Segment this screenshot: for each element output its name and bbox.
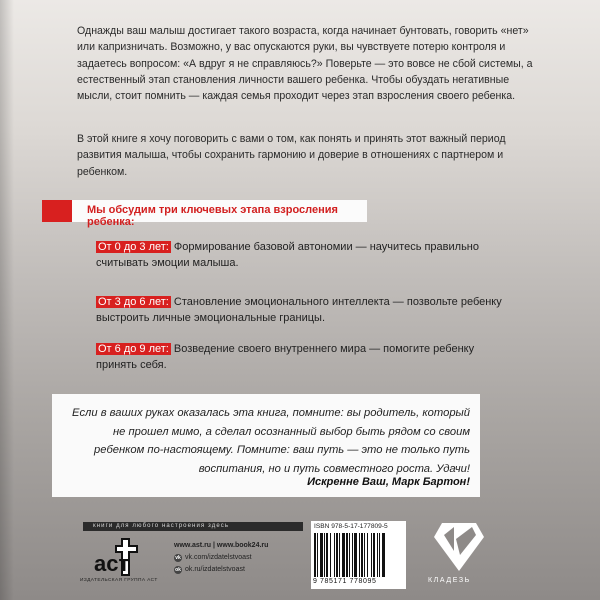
ok-icon: ok xyxy=(175,567,181,573)
stages-heading-bar xyxy=(42,200,367,228)
tagline-band xyxy=(83,522,303,531)
stage-description: Возведение своего внутреннего мира — помогите ребенку принять себя. xyxy=(96,343,475,372)
author-signature: Искренне Ваш, Марк Бартон! xyxy=(307,476,470,488)
vk-link[interactable]: vk.com/izdatelstvoast xyxy=(185,554,252,561)
quote-box xyxy=(52,394,480,497)
website-links[interactable]: www.ast.ru | www.book24.ru xyxy=(174,542,269,549)
ok-link[interactable]: ok.ru/izdatelstvoast xyxy=(185,566,245,573)
stage-age-label: От 3 до 6 лет: xyxy=(98,296,169,308)
ast-publisher-logo xyxy=(92,537,140,577)
stages-heading: Мы обсудим три ключевых этапа взросления ребенка: xyxy=(87,204,338,228)
spine-shadow xyxy=(0,0,14,600)
barcode-box xyxy=(311,521,406,589)
stage-age-label: От 0 до 3 лет: xyxy=(98,241,169,253)
barcode xyxy=(314,533,403,577)
vk-icon: vk xyxy=(175,555,181,561)
contact-row xyxy=(174,552,268,564)
publisher-contacts xyxy=(174,540,268,576)
publisher-caption: ИЗДАТЕЛЬСКАЯ ГРУППА АСТ xyxy=(80,578,158,583)
closing-quote: Если в ваших руках оказалась эта книга, помните: вы родитель, который не прошел мимо, а сделал осознанный выбор быть рядом со своим ребенком по-настоящему. Помните: ваш путь — это не только путь воспитания, но и путь совместного роста. Удачи! xyxy=(72,407,470,475)
stage-age-label: От 6 до 9 лет: xyxy=(98,343,169,355)
barcode-digits: 9 785171 778095 xyxy=(313,578,377,585)
isbn: ISBN 978-5-17-177809-5 xyxy=(314,523,388,530)
contact-row xyxy=(174,564,268,576)
intro-paragraph-2: В этой книге я хочу поговорить с вами о том, как понять и принять этот важный период развития малыша, чтобы сохранить гармонию и доверие в отношениях с партнером и ребенком. xyxy=(77,133,506,178)
tagline: книги для любого настроения здесь xyxy=(93,523,230,529)
stage-description: Становление эмоционального интеллекта — позвольте ребенку выстроить личные эмоциональные границы. xyxy=(96,296,502,325)
intro-paragraph-1: Однажды ваш малыш достигает такого возраста, когда начинает бунтовать, говорить «нет» или капризничать. Возможно, у вас опускаются руки, вы чувствуете потерю контроля и задаетесь вопросом: «А вдруг я не справляюсь?» Поверьте — это вовсе не сбой системы, а естественный этап становления личности вашего ребенка. Чтобы обуздать негативные мысли, стоит помнить — каждая семья проходит через этап взросления своего ребенка. xyxy=(77,25,533,103)
ast-logo-text: аст xyxy=(94,551,130,576)
imprint-name: КЛАДЕЗЬ xyxy=(428,577,471,584)
stage-item xyxy=(96,341,516,373)
stage-item xyxy=(96,294,516,326)
accent-marker xyxy=(42,200,72,222)
kladez-logo xyxy=(432,521,486,573)
stage-description: Формирование базовой автономии — научитесь правильно считывать эмоции малыша. xyxy=(96,241,479,270)
contact-row xyxy=(174,540,268,552)
stage-item xyxy=(96,239,516,271)
